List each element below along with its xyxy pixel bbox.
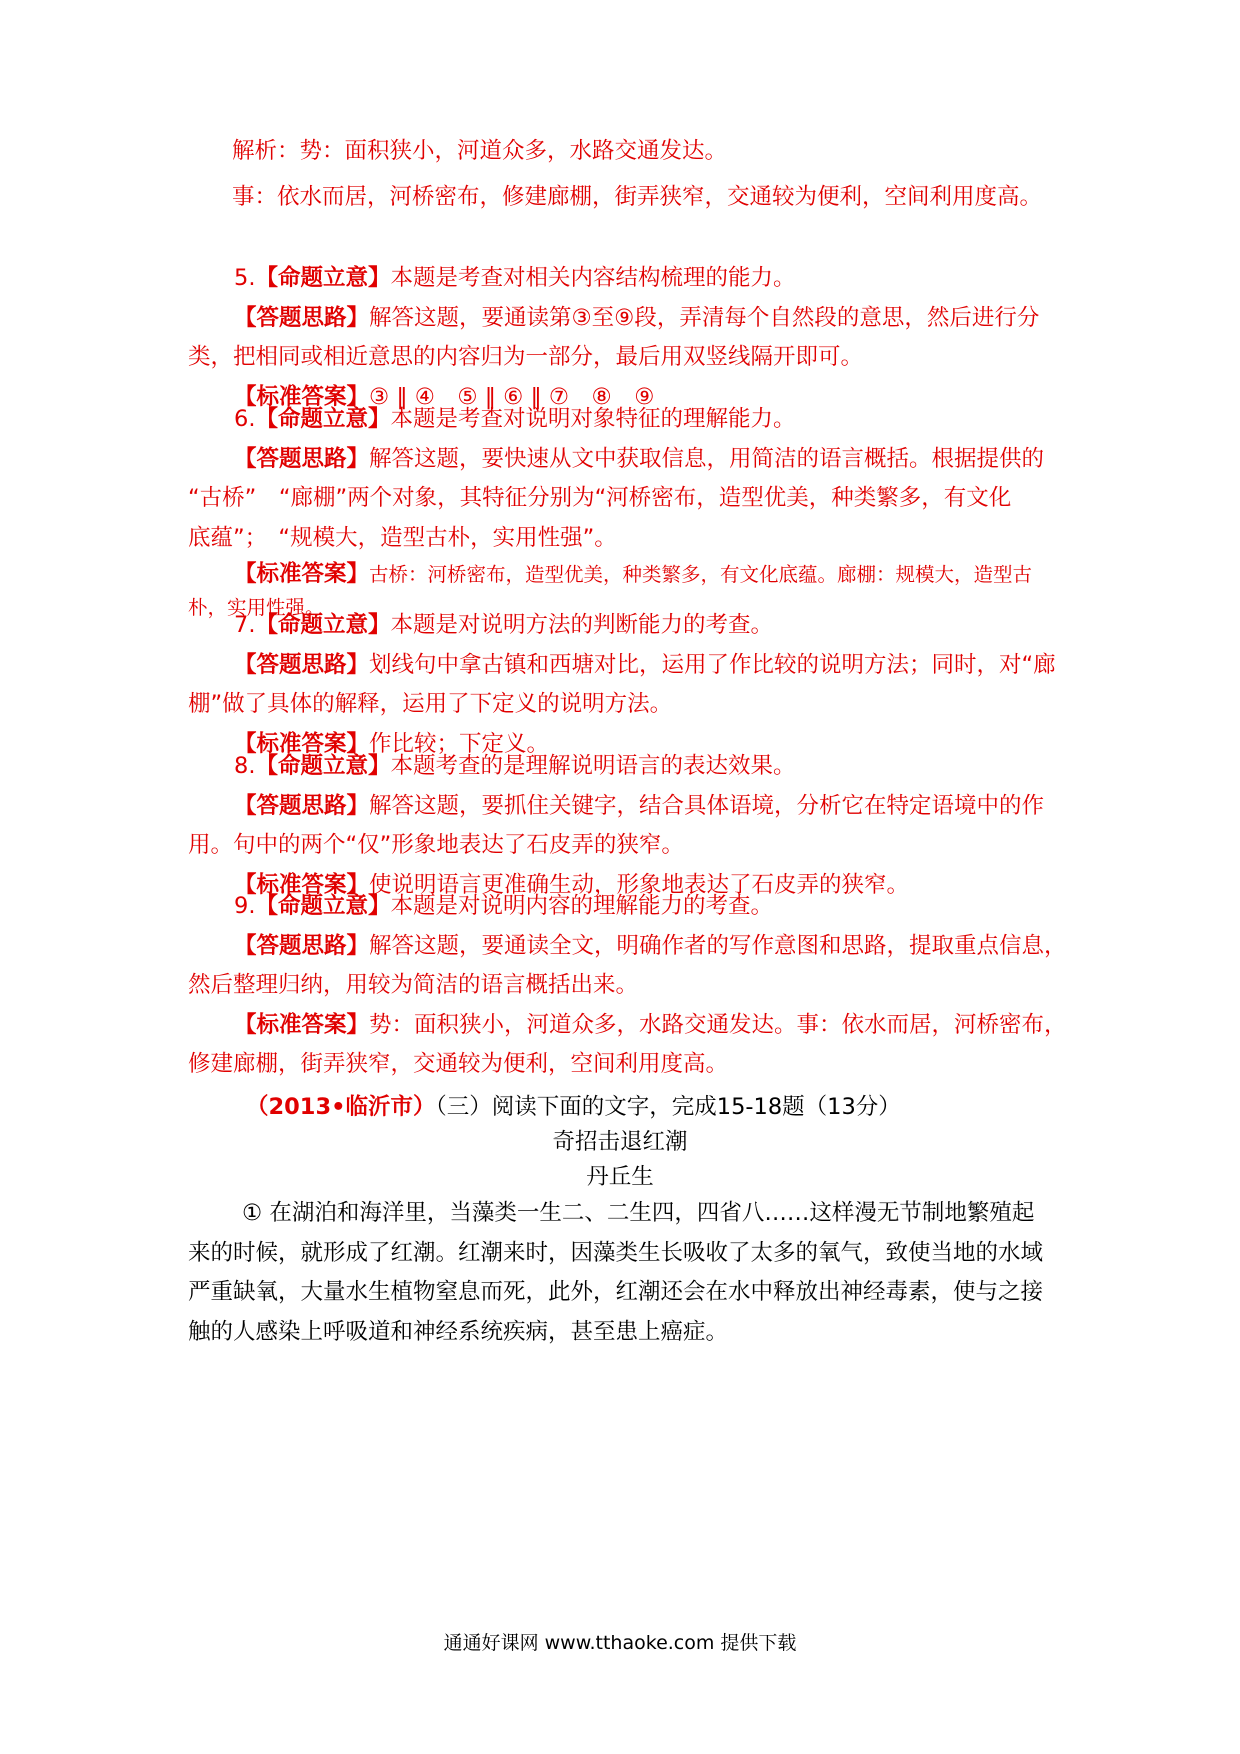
q6-approach-tag: 【答题思路】	[234, 445, 370, 472]
analysis-line-1	[232, 132, 1102, 172]
q7-approach-2: 棚”做了具体的解释，运用了下定义的说明方法。	[188, 691, 673, 717]
q8-answer-tag: 【标准答案】	[234, 871, 370, 898]
q9-approach-line	[188, 927, 1067, 967]
q9-approach-1: 解答这题，要通读全文，明确作者的写作意图和思路，提取重点信息，	[369, 932, 1067, 959]
q9-approach-2: 然后整理归纳，用较为简洁的语言概括出来。	[188, 972, 639, 998]
q9-approach-tag: 【答题思路】	[234, 932, 370, 959]
q5-approach-line	[188, 299, 1058, 339]
q8-approach-1: 解答这题，要抓住关键字，结合具体语境，分析它在特定语境中的作	[369, 792, 1045, 819]
analysis-line-2	[232, 178, 1102, 218]
q8-block	[188, 747, 1058, 905]
q5-block	[188, 259, 1058, 417]
q8-approach-2: 用。句中的两个“仅”形象地表达了石皮弄的狭窄。	[188, 832, 684, 858]
q7-number: 7.	[234, 612, 256, 638]
q7-answer: 作比较；下定义。	[369, 730, 550, 757]
q7-purpose: 本题是对说明方法的判断能力的考查。	[390, 612, 773, 638]
q6-approach-2: “古桥” “廊棚”两个对象，其特征分别为“河桥密布，造型优美，种类繁多，有文化	[188, 485, 1012, 511]
q9-answer-tag: 【标准答案】	[234, 1011, 370, 1038]
section-instruction: （三）阅读下面的文字，完成15-18题（13分）	[435, 1094, 901, 1120]
q8-purpose-tag: 【命题立意】	[255, 753, 391, 779]
q9-answer-line	[188, 1006, 1067, 1046]
q5-purpose-tag: 【命题立意】	[255, 265, 391, 291]
article-paragraph-1	[188, 1194, 1058, 1352]
q7-purpose-tag: 【命题立意】	[255, 612, 391, 638]
section-source: （2013•临沂市）	[246, 1094, 436, 1120]
q5-approach-tag: 【答题思路】	[234, 304, 370, 331]
q5-number: 5.	[234, 265, 256, 291]
q6-purpose: 本题是考查对说明对象特征的理解能力。	[390, 406, 796, 432]
article-p1-line-2: 来的时候，就形成了红潮。红潮来时，因藻类生长吸收了太多的氧气，致使当地的水域	[188, 1239, 1044, 1266]
q5-answer-tag: 【标准答案】	[234, 383, 370, 410]
q9-number: 9.	[234, 893, 256, 919]
q8-purpose: 本题考查的是理解说明语言的表达效果。	[390, 753, 796, 779]
q6-approach-line	[188, 440, 1058, 480]
q9-purpose-tag: 【命题立意】	[255, 893, 391, 919]
page-footer: 通通好课网 www.tthaoke.com 提供下载	[443, 1632, 797, 1654]
q6-approach-3: 底蕴”； “规模大，造型古朴，实用性强”。	[188, 524, 617, 551]
q9-purpose: 本题是对说明内容的理解能力的考查。	[390, 893, 773, 919]
q8-purpose-line	[188, 747, 1058, 787]
q6-purpose-line	[188, 400, 1058, 440]
article-p1-line-1: ① 在湖泊和海洋里，当藻类一生二、二生四，四省八……这样漫无节制地繁殖起	[242, 1200, 1035, 1226]
q6-block	[188, 400, 1058, 624]
q5-approach-2: 类，把相同或相近意思的内容归为一部分，最后用双竖线隔开即可。	[188, 344, 864, 370]
q6-answer-tag: 【标准答案】	[234, 561, 370, 587]
q9-answer-1: 势：面积狭小，河道众多，水路交通发达。事：依水而居，河桥密布，	[369, 1011, 1067, 1038]
analysis-text-2: 事：依水而居，河桥密布，修建廊棚，街弄狭窄，交通较为便利，空间利用度高。	[232, 184, 1043, 210]
q9-block	[188, 887, 1067, 1085]
q5-answer: ③ ‖ ④ ⑤ ‖ ⑥ ‖ ⑦ ⑧ ⑨	[369, 383, 655, 410]
q7-purpose-line	[188, 606, 1058, 646]
q8-answer: 使说明语言更准确生动，形象地表达了石皮弄的狭窄。	[369, 871, 910, 898]
q8-approach-line	[188, 787, 1058, 827]
q6-answer-line	[188, 558, 1058, 591]
q6-approach-1: 解答这题，要快速从文中获取信息，用简洁的语言概括。根据提供的	[369, 445, 1045, 472]
q7-approach-1: 划线句中拿古镇和西塘对比，运用了作比较的说明方法；同时，对“廊	[369, 651, 1056, 678]
q8-approach-tag: 【答题思路】	[234, 792, 370, 819]
article-p1-line-3: 严重缺氧，大量水生植物窒息而死，此外，红潮还会在水中释放出神经毒素，使与之接	[188, 1279, 1044, 1305]
q6-answer-2: 朴，实用性强。	[188, 596, 325, 619]
q6-purpose-tag: 【命题立意】	[255, 406, 391, 432]
q7-approach-tag: 【答题思路】	[234, 651, 370, 678]
q7-approach-line	[188, 646, 1058, 686]
analysis-text-1: 解析：势：面积狭小，河道众多，水路交通发达。	[232, 138, 728, 164]
q9-answer-2: 修建廊棚，街弄狭窄，交通较为便利，空间利用度高。	[188, 1051, 729, 1077]
q6-number: 6.	[234, 406, 256, 432]
article-p1-line-4: 触的人感染上呼吸道和神经系统疾病，甚至患上癌症。	[188, 1318, 729, 1345]
q6-answer-1: 古桥：河桥密布，造型优美，种类繁多，有文化底蕴。廊棚：规模大，造型古	[369, 563, 1033, 586]
article-author: 丹丘生	[586, 1164, 654, 1190]
q5-approach-1: 解答这题，要通读第③至⑨段，弄清每个自然段的意思，然后进行分	[369, 304, 1040, 331]
article-title: 奇招击退红潮	[552, 1129, 688, 1155]
q5-purpose: 本题是考查对相关内容结构梳理的能力。	[390, 265, 796, 291]
q9-purpose-line	[188, 887, 1058, 927]
q7-block	[188, 606, 1058, 764]
section-heading	[246, 1088, 1116, 1128]
q5-purpose-line	[188, 259, 1058, 299]
q7-answer-tag: 【标准答案】	[234, 730, 370, 757]
q8-number: 8.	[234, 753, 256, 779]
